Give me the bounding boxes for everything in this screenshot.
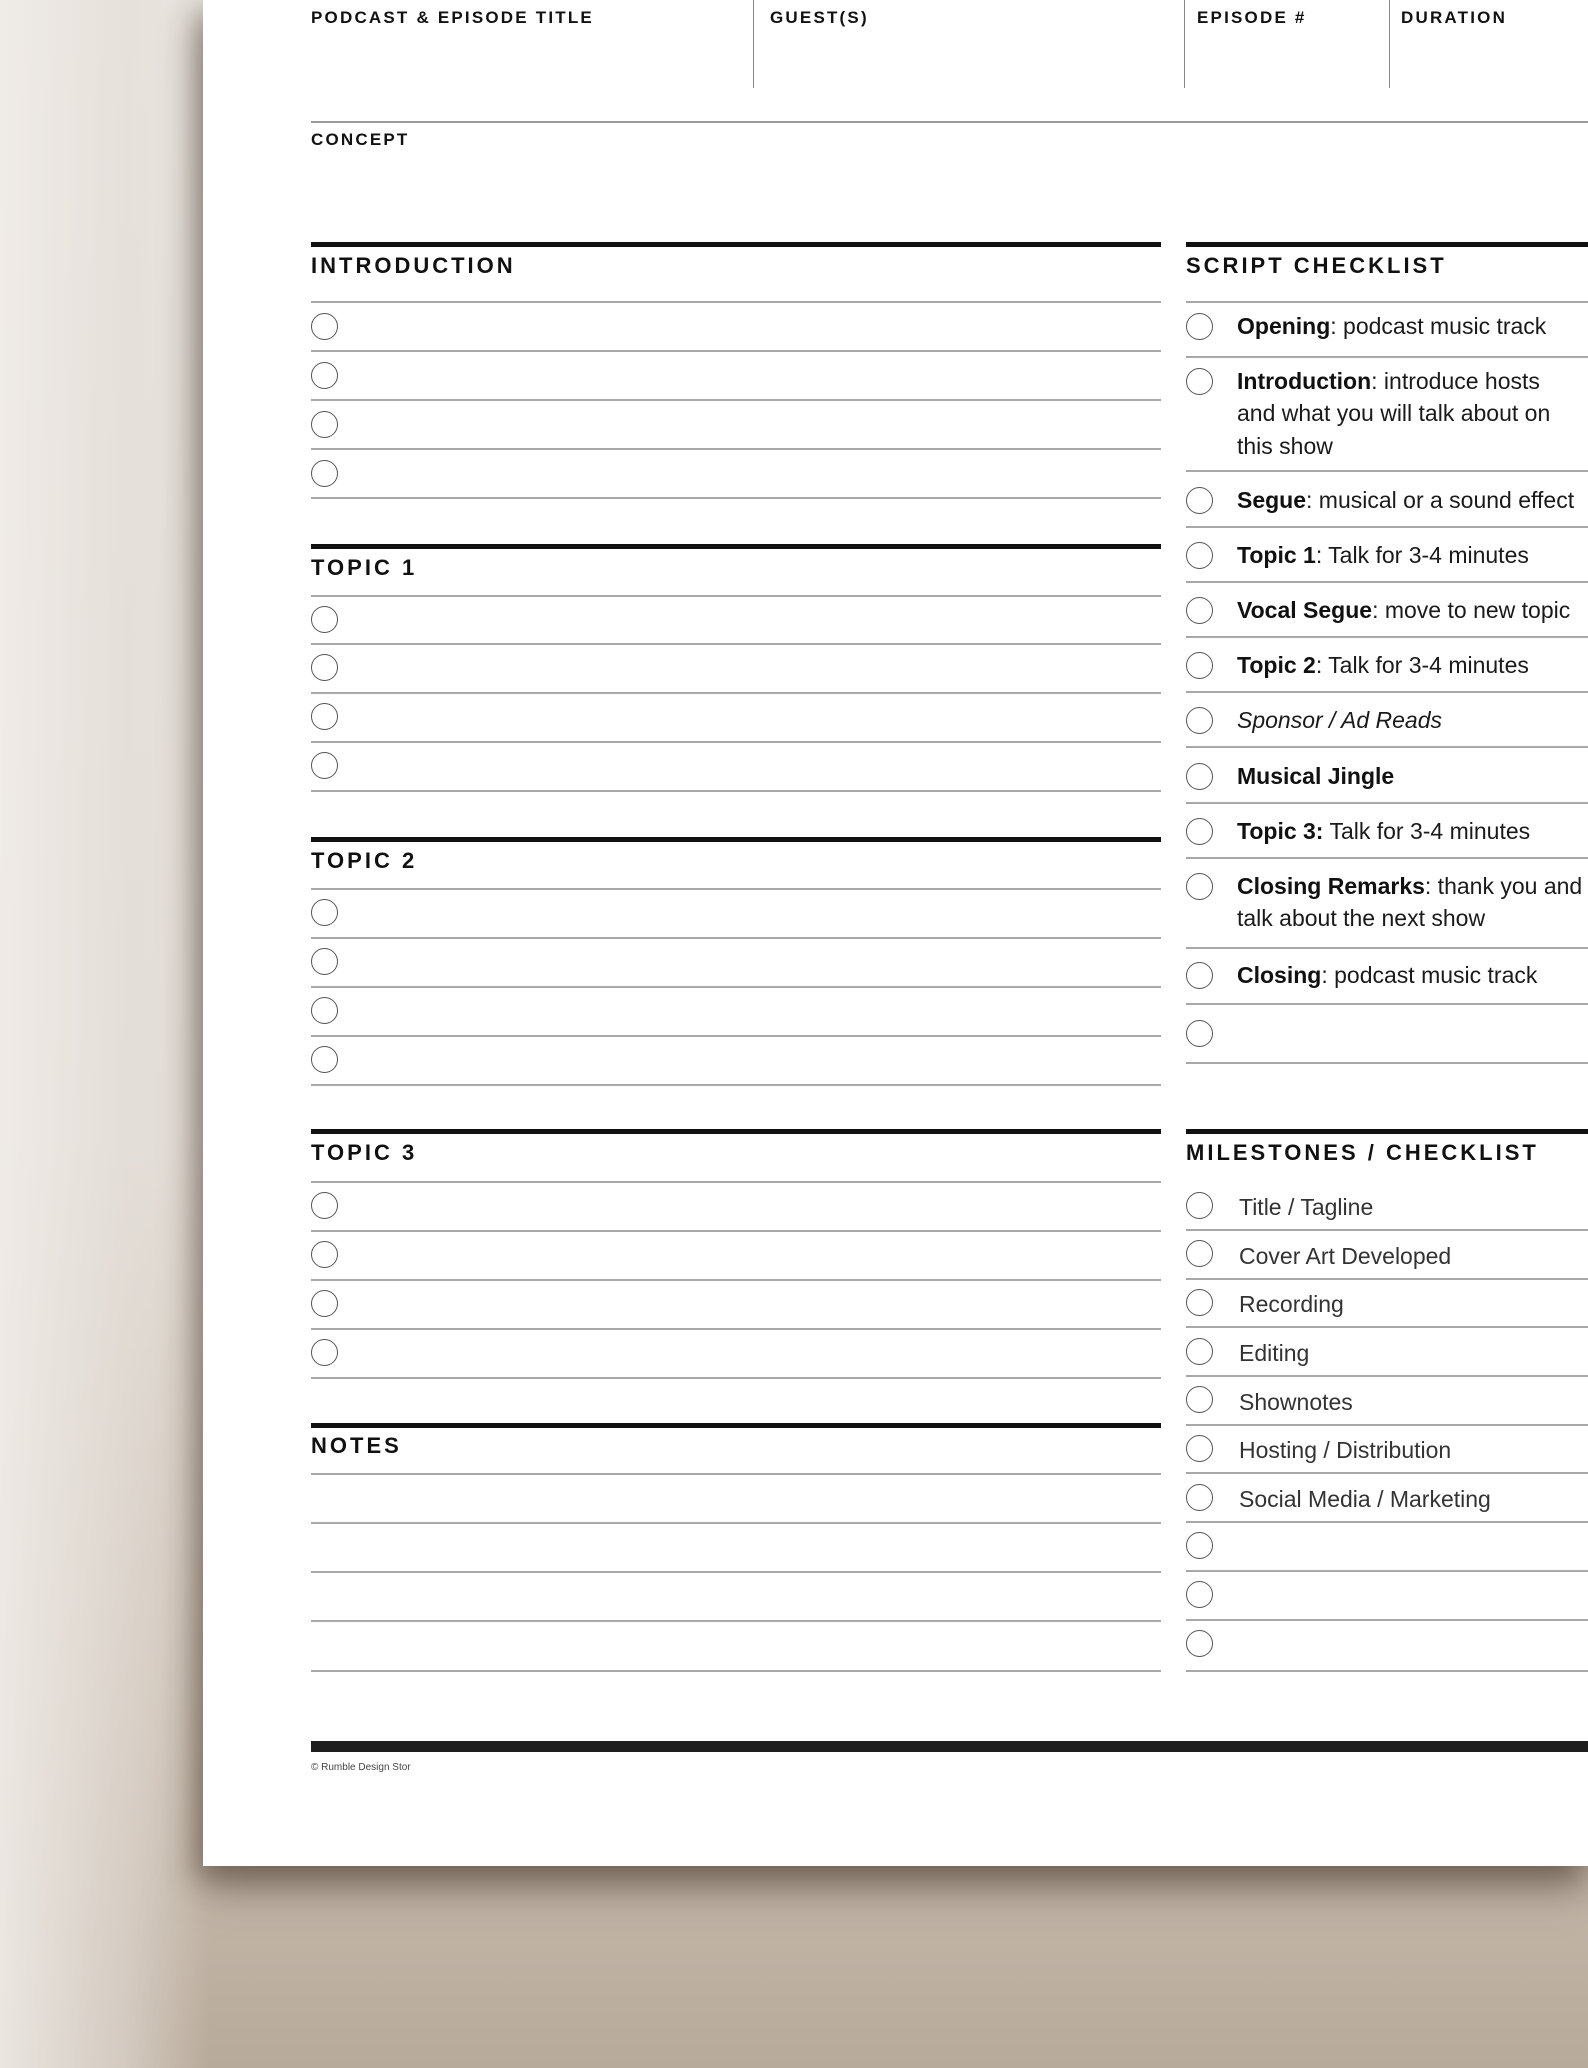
- checkbox-circle[interactable]: [311, 997, 338, 1024]
- row-line: [1186, 1619, 1588, 1621]
- section-rule: [311, 544, 1161, 549]
- checkbox-circle[interactable]: [1186, 1630, 1213, 1657]
- checkbox-circle[interactable]: [1186, 1435, 1213, 1462]
- row-line: [311, 1181, 1161, 1183]
- checkbox-circle[interactable]: [311, 606, 338, 633]
- checkbox-circle[interactable]: [311, 411, 338, 438]
- row-line: [311, 741, 1161, 743]
- row-line: [311, 497, 1161, 499]
- checkbox-circle[interactable]: [1186, 1532, 1213, 1559]
- milestone-item: Hosting / Distribution: [1239, 1437, 1452, 1463]
- milestone-item: Social Media / Marketing: [1239, 1486, 1491, 1512]
- milestone-item: Title / Tagline: [1239, 1194, 1374, 1220]
- checkbox-circle[interactable]: [1186, 707, 1213, 734]
- row-line: [311, 1328, 1161, 1330]
- row-line: [311, 399, 1161, 401]
- notes-line: [311, 1620, 1161, 1622]
- row-line: [1186, 1326, 1588, 1328]
- row-line: [311, 350, 1161, 352]
- checkbox-circle[interactable]: [311, 654, 338, 681]
- checkbox-circle[interactable]: [311, 1290, 338, 1317]
- footer-bar: [311, 1741, 1588, 1752]
- row-line: [1186, 746, 1588, 748]
- checkbox-circle[interactable]: [1186, 368, 1213, 395]
- row-line: [1186, 1375, 1588, 1377]
- row-line: [1186, 1521, 1588, 1523]
- section-rule: [311, 1423, 1161, 1428]
- podcast-title-label: PODCAST & EPISODE TITLE: [311, 8, 594, 27]
- section-rule: [311, 242, 1161, 247]
- copyright-text: © Rumble Design Stor: [311, 1762, 411, 1773]
- podcast-planner-sheet: [203, 0, 1588, 1866]
- row-line: [1186, 691, 1588, 693]
- milestone-item: Shownotes: [1239, 1389, 1353, 1415]
- checkbox-circle[interactable]: [311, 899, 338, 926]
- row-line: [311, 1035, 1161, 1037]
- row-line: [1186, 1278, 1588, 1280]
- section-rule: [1186, 242, 1588, 247]
- row-line: [311, 937, 1161, 939]
- section-rule: [311, 837, 1161, 842]
- row-line: [311, 1230, 1161, 1232]
- row-line: [311, 1279, 1161, 1281]
- script-checklist-heading: SCRIPT CHECKLIST: [1186, 253, 1447, 278]
- checkbox-circle[interactable]: [1186, 597, 1213, 624]
- script-item-topic1: Topic 1: Talk for 3-4 minutes: [1237, 542, 1529, 568]
- checkbox-circle[interactable]: [1186, 1338, 1213, 1365]
- milestones-heading: MILESTONES / CHECKLIST: [1186, 1140, 1539, 1165]
- row-line: [311, 692, 1161, 694]
- row-line: [311, 888, 1161, 890]
- checkbox-circle[interactable]: [1186, 313, 1213, 340]
- checkbox-circle[interactable]: [311, 362, 338, 389]
- concept-label: CONCEPT: [311, 130, 410, 149]
- checkbox-circle[interactable]: [1186, 1192, 1213, 1219]
- header-divider: [1184, 0, 1185, 88]
- milestone-item: Cover Art Developed: [1239, 1243, 1452, 1269]
- checkbox-circle[interactable]: [1186, 962, 1213, 989]
- notes-line: [311, 1522, 1161, 1524]
- row-line: [1186, 947, 1588, 949]
- row-line: [1186, 301, 1588, 303]
- script-item-topic3: Topic 3: Talk for 3-4 minutes: [1237, 818, 1531, 844]
- script-item-closing-remarks-line2: talk about the next show: [1237, 905, 1486, 931]
- notes-line: [311, 1670, 1161, 1672]
- checkbox-circle[interactable]: [1186, 763, 1213, 790]
- row-line: [1186, 802, 1588, 804]
- checkbox-circle[interactable]: [311, 1241, 338, 1268]
- row-line: [1186, 636, 1588, 638]
- script-item-opening: Opening: podcast music track: [1237, 313, 1547, 339]
- checkbox-circle[interactable]: [1186, 1289, 1213, 1316]
- checkbox-circle[interactable]: [311, 460, 338, 487]
- topic1-heading: TOPIC 1: [311, 555, 418, 580]
- concept-divider: [311, 121, 1588, 123]
- header-divider: [753, 0, 754, 88]
- row-line: [311, 790, 1161, 792]
- row-line: [311, 595, 1161, 597]
- script-item-introduction: Introduction: introduce hosts: [1237, 368, 1540, 394]
- checkbox-circle[interactable]: [1186, 1484, 1213, 1511]
- checkbox-circle[interactable]: [1186, 1020, 1213, 1047]
- row-line: [1186, 1003, 1588, 1005]
- row-line: [311, 448, 1161, 450]
- checkbox-circle[interactable]: [1186, 542, 1213, 569]
- notes-line: [311, 1473, 1161, 1475]
- script-item-segue: Segue: musical or a sound effect: [1237, 487, 1575, 513]
- checkbox-circle[interactable]: [311, 313, 338, 340]
- row-line: [1186, 1229, 1588, 1231]
- topic3-heading: TOPIC 3: [311, 1140, 418, 1165]
- row-line: [311, 643, 1161, 645]
- milestone-item: Recording: [1239, 1291, 1344, 1317]
- checkbox-circle[interactable]: [1186, 873, 1213, 900]
- script-item-introduction-line2: and what you will talk about on: [1237, 400, 1551, 426]
- checkbox-circle[interactable]: [1186, 1240, 1213, 1267]
- topic2-heading: TOPIC 2: [311, 848, 418, 873]
- row-line: [1186, 1570, 1588, 1572]
- script-item-sponsor: Sponsor / Ad Reads: [1237, 707, 1442, 733]
- row-line: [311, 1377, 1161, 1379]
- checkbox-circle[interactable]: [311, 703, 338, 730]
- checkbox-circle[interactable]: [311, 1192, 338, 1219]
- checkbox-circle[interactable]: [1186, 487, 1213, 514]
- row-line: [1186, 1424, 1588, 1426]
- row-line: [1186, 526, 1588, 528]
- row-line: [1186, 356, 1588, 358]
- row-line: [1186, 470, 1588, 472]
- checkbox-circle[interactable]: [311, 752, 338, 779]
- row-line: [311, 1084, 1161, 1086]
- checkbox-circle[interactable]: [311, 1339, 338, 1366]
- row-line: [1186, 1670, 1588, 1672]
- checkbox-circle[interactable]: [311, 948, 338, 975]
- checkbox-circle[interactable]: [1186, 1386, 1213, 1413]
- duration-label: DURATION: [1401, 8, 1508, 27]
- script-item-musical-jingle: Musical Jingle: [1237, 763, 1395, 789]
- section-rule: [1186, 1129, 1588, 1134]
- row-line: [1186, 1472, 1588, 1474]
- notes-heading: NOTES: [311, 1433, 402, 1458]
- section-rule: [311, 1129, 1161, 1134]
- script-item-vocal-segue: Vocal Segue: move to new topic: [1237, 597, 1571, 623]
- row-line: [1186, 1062, 1588, 1064]
- checkbox-circle[interactable]: [1186, 1581, 1213, 1608]
- script-item-closing-remarks: Closing Remarks: thank you and: [1237, 873, 1583, 899]
- row-line: [1186, 581, 1588, 583]
- notes-line: [311, 1571, 1161, 1573]
- checkbox-circle[interactable]: [311, 1046, 338, 1073]
- script-item-closing: Closing: podcast music track: [1237, 962, 1538, 988]
- milestone-item: Editing: [1239, 1340, 1310, 1366]
- row-line: [1186, 857, 1588, 859]
- introduction-heading: INTRODUCTION: [311, 253, 516, 278]
- checkbox-circle[interactable]: [1186, 652, 1213, 679]
- script-item-topic2: Topic 2: Talk for 3-4 minutes: [1237, 652, 1529, 678]
- guests-label: GUEST(S): [770, 8, 869, 27]
- row-line: [311, 986, 1161, 988]
- wall-background: [0, 0, 210, 2068]
- episode-number-label: EPISODE #: [1197, 8, 1307, 27]
- row-line: [311, 301, 1161, 303]
- header-divider: [1389, 0, 1390, 88]
- checkbox-circle[interactable]: [1186, 818, 1213, 845]
- script-item-introduction-line3: this show: [1237, 433, 1333, 459]
